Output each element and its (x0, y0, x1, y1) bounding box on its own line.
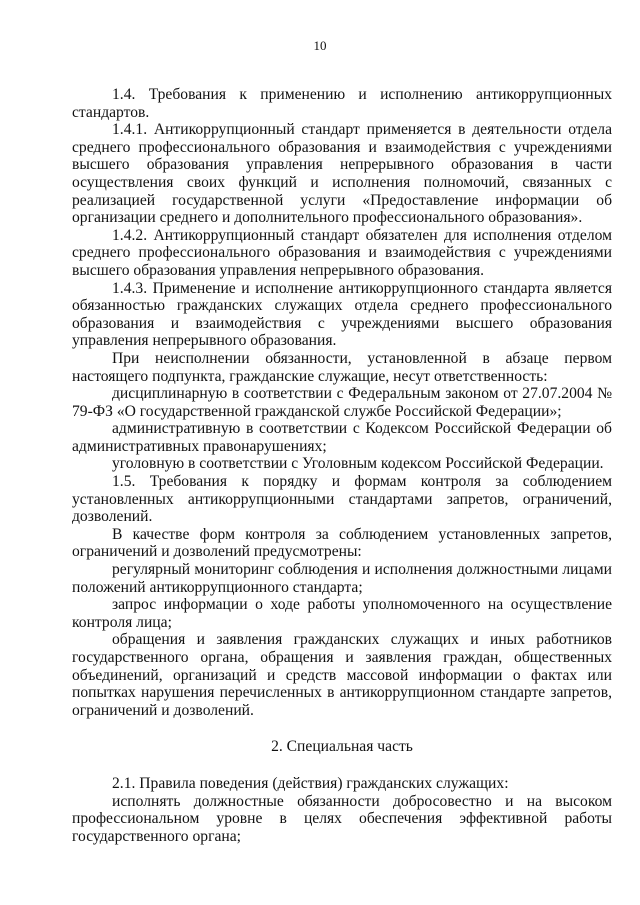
paragraph-administrative: административную в соответствии с Кодексом Российской Федерации об административных правонарушениях; (72, 420, 612, 455)
paragraph-disciplinary: дисциплинарную в соответствии с Федеральным законом от 27.07.2004 № 79-ФЗ «О государственной гражданской службе Российской Федерации»; (72, 385, 612, 420)
paragraph-control-forms: В качестве форм контроля за соблюдением установленных запретов, ограничений и дозволений предусмотрены: (72, 525, 612, 561)
paragraph-1-5: 1.5. Требования к порядку и формам контроля за соблюдением установленных антикоррупционными стандартами запретов, ограничений, дозволений. (72, 473, 612, 526)
paragraph-monitoring: регулярный мониторинг соблюдения и исполнения должностными лицами положений антикоррупционного стандарта; (72, 561, 612, 596)
paragraph-criminal: уголовную в соответствии с Уголовным кодексом Российской Федерации. (112, 455, 604, 473)
paragraph-appeals: обращения и заявления гражданских служащих и иных работников государственного органа, обращения и заявления граждан, общественных объединений, организаций и средств массовой информации о фактах или попытках нарушения перечисленных в антикоррупционном стандарте запретов, ограничений и дозволений. (72, 631, 612, 719)
document-body (72, 86, 612, 845)
paragraph-1-4-1: 1.4.1. Антикоррупционный стандарт применяется в деятельности отдела среднего профессионального образования и взаимодействия с учреждениями высшего образования управления непрерывного образования в части осуществления своих функций и исполнения полномочий, связанных с реализацией государственной услуги «Предоставление информации об организации среднего и дополнительного профессионального образования». (72, 121, 612, 227)
paragraph-1-4: 1.4. Требования к применению и исполнению антикоррупционных стандартов. (72, 86, 612, 121)
paragraph-2-1: 2.1. Правила поведения (действия) гражданских служащих: (112, 774, 509, 792)
paragraph-information-request: запрос информации о ходе работы уполномоченного на осуществление контроля лица; (72, 596, 612, 631)
paragraph-1-4-2: 1.4.2. Антикоррупционный стандарт обязателен для исполнения отделом среднего профессионального образования и взаимодействия с учреждениями высшего образования управления непрерывного образования. (72, 226, 612, 279)
section-title: 2. Специальная часть (271, 738, 413, 756)
page-number: 10 (313, 38, 327, 53)
paragraph-liability-intro: При неисполнении обязанности, установленной в абзаце первом настоящего подпункта, гражданские служащие, несут ответственность: (72, 349, 612, 385)
paragraph-duties: исполнять должностные обязанности добросовестно и на высоком профессиональном уровне в целях обеспечения эффективной работы государственного органа; (72, 792, 612, 845)
paragraph-1-4-3: 1.4.3. Применение и исполнение антикоррупционного стандарта является обязанностью гражданских служащих отдела среднего профессионального образования и взаимодействия с учреждениями высшего образования управления непрерывного образования. (72, 279, 612, 350)
